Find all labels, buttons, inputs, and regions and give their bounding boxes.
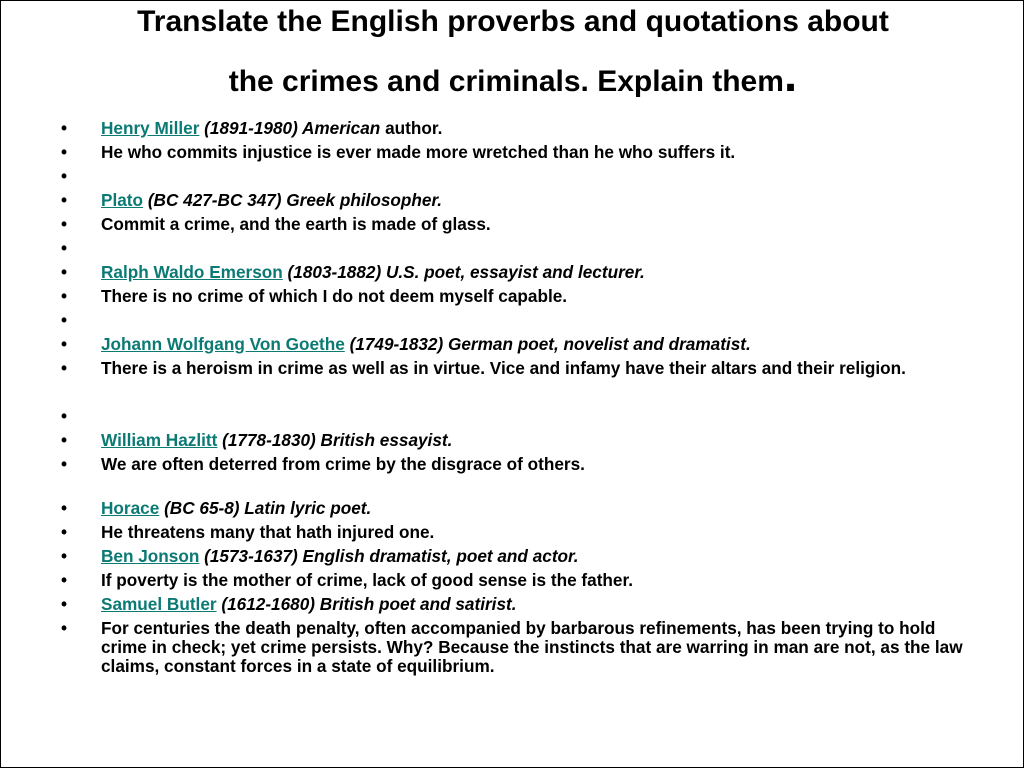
list-item-author: [55, 263, 975, 287]
list-item-quote: [55, 359, 975, 407]
author-link[interactable]: Ralph Waldo Emerson: [101, 262, 283, 282]
list-item-author: [55, 335, 975, 359]
author-description-tail: author.: [380, 118, 443, 138]
title-line-1: Translate the English proverbs and quotations about: [137, 5, 889, 38]
title-line-2-text: the crimes and criminals. Explain them: [228, 65, 784, 98]
author-description: (1803-1882) U.S. poet, essayist and lecturer.: [287, 262, 645, 282]
list-item-empty: [55, 407, 975, 431]
author-description: (1778-1830) British essayist.: [222, 430, 453, 450]
author-description: (1612-1680) British poet and satirist.: [221, 594, 517, 614]
list-item-author: [55, 431, 975, 455]
quote-text: Commit a crime, and the earth is made of glass.: [101, 214, 491, 234]
list-item-quote: [55, 571, 975, 595]
author-description: (1749-1832) German poet, novelist and dramatist.: [349, 334, 751, 354]
list-item-empty: [55, 311, 975, 335]
title-line-2: [1, 49, 1024, 102]
list-item-author: [55, 191, 975, 215]
quote-text: He threatens many that hath injured one.: [101, 522, 435, 542]
list-item-quote: [55, 523, 975, 547]
list-item-author: [55, 499, 975, 523]
quotation-list: [55, 119, 975, 676]
quote-text: He who commits injustice is ever made more wretched than he who suffers it.: [101, 142, 736, 162]
list-item-author: [55, 595, 975, 619]
quote-text: There is no crime of which I do not deem myself capable.: [101, 286, 568, 306]
title-end-mark: .: [783, 49, 798, 102]
author-link[interactable]: Henry Miller: [101, 118, 200, 138]
author-description: (1573-1637) English dramatist, poet and actor.: [204, 546, 579, 566]
author-link[interactable]: Samuel Butler: [101, 594, 217, 614]
quote-text: We are often deterred from crime by the disgrace of others.: [101, 454, 585, 474]
author-link[interactable]: Plato: [101, 190, 144, 210]
list-item-quote: [55, 143, 975, 167]
list-item-quote: [55, 455, 975, 479]
author-description: (BC 427-BC 347) Greek philosopher.: [147, 190, 442, 210]
list-item-author: [55, 547, 975, 571]
author-link[interactable]: William Hazlitt: [101, 430, 218, 450]
list-item-author: [55, 119, 975, 143]
author-link[interactable]: Johann Wolfgang Von Goethe: [101, 334, 345, 354]
list-item-quote: [55, 215, 975, 239]
author-link[interactable]: Ben Jonson: [101, 546, 200, 566]
quote-text: There is a heroism in crime as well as in virtue. Vice and infamy have their altars and their religion.: [101, 358, 906, 378]
list-item-quote: [55, 619, 975, 676]
author-description: (1891-1980) American: [204, 118, 381, 138]
author-description: (BC 65-8) Latin lyric poet.: [164, 498, 372, 518]
list-item-empty: [55, 167, 975, 191]
list-item-quote: [55, 287, 975, 311]
author-link[interactable]: Horace: [101, 498, 160, 518]
list-item-empty: [55, 239, 975, 263]
quote-text: If poverty is the mother of crime, lack of good sense is the father.: [101, 570, 633, 590]
quote-text: For centuries the death penalty, often accompanied by barbarous refinements, has been trying to hold crime in check; yet crime persists. Why? Because the instincts that are warring in man are not, as the law claims, constant forces in a state of equilibrium.: [101, 618, 963, 676]
